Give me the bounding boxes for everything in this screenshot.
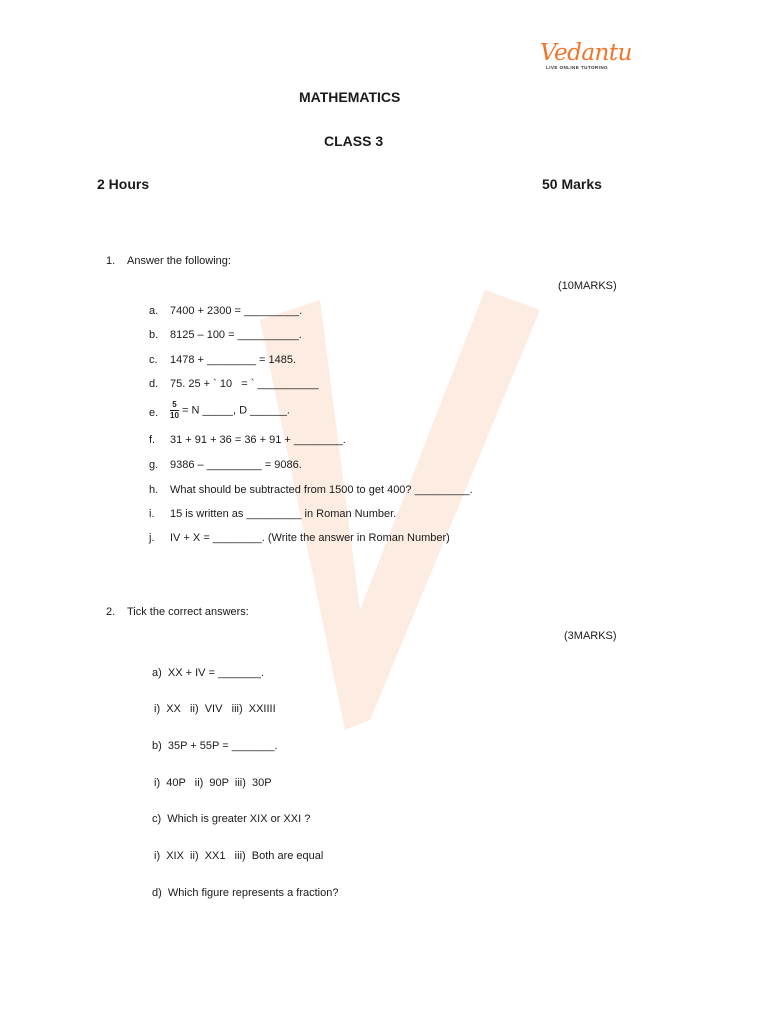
q1-item-e	[149, 400, 609, 424]
q2-number: 2.	[106, 606, 116, 618]
item-text: 8125 – 100 = __________.	[170, 329, 302, 341]
total-marks: 50 Marks	[542, 176, 602, 192]
item-text: 7400 + 2300 = _________.	[170, 305, 303, 317]
q2-options-c: i) XIX ii) XX1 iii) Both are equal	[154, 850, 324, 862]
q2-marks: (3MARKS)	[564, 630, 617, 642]
item-text: 15 is written as _________ in Roman Number.	[170, 508, 397, 520]
q1-item-i	[149, 508, 609, 522]
subject-title: MATHEMATICS	[299, 89, 401, 105]
item-label: d.	[149, 378, 159, 390]
item-label: a.	[149, 305, 159, 317]
logo-name: Vedantu	[540, 40, 632, 66]
q1-item-b	[149, 329, 609, 343]
item-label: i.	[149, 508, 155, 520]
q1-item-h	[149, 484, 609, 498]
q1-item-g	[149, 459, 609, 473]
q2-question-a: a) XX + IV = _______.	[152, 667, 264, 679]
q1-item-j	[149, 532, 609, 546]
logo-tagline: LIVE ONLINE TUTORING	[546, 65, 609, 70]
q1-item-c	[149, 354, 609, 368]
q1-item-f	[149, 434, 609, 448]
q1-marks: (10MARKS)	[558, 280, 617, 292]
item-label: h.	[149, 484, 159, 496]
item-fraction-expression	[170, 400, 290, 421]
fraction-denominator: 10	[170, 411, 179, 420]
fraction-numerator: 5	[170, 400, 179, 411]
q1-title: Answer the following:	[127, 255, 231, 267]
fraction	[170, 400, 179, 421]
item-text: What should be subtracted from 1500 to get 400? _________.	[170, 484, 473, 496]
q2-options-a: i) XX ii) VIV iii) XXIIII	[154, 703, 276, 715]
item-label: c.	[149, 354, 158, 366]
q2-question-c: c) Which is greater XIX or XXI ?	[152, 813, 311, 825]
item-text: 75. 25 + ` 10 = ` __________	[170, 378, 319, 390]
item-label: j.	[149, 532, 155, 544]
duration: 2 Hours	[97, 176, 150, 192]
item-label: g.	[149, 459, 159, 471]
q2-title: Tick the correct answers:	[127, 606, 249, 618]
item-text: IV + X = ________. (Write the answer in Roman Number)	[170, 532, 450, 544]
q2-question-b: b) 35P + 55P = _______.	[152, 740, 278, 752]
q2-options-b: i) 40P ii) 90P iii) 30P	[154, 777, 272, 789]
q2-question-d: d) Which figure represents a fraction?	[152, 887, 339, 899]
q1-number: 1.	[106, 255, 116, 267]
item-label: e.	[149, 407, 159, 419]
item-text: 1478 + ________ = 1485.	[170, 354, 297, 366]
q1-item-a	[149, 305, 609, 319]
item-label: b.	[149, 329, 159, 341]
item-label: f.	[149, 434, 156, 446]
item-text: 31 + 91 + 36 = 36 + 91 + ________.	[170, 434, 346, 446]
item-text: 9386 – _________ = 9086.	[170, 459, 302, 471]
q1-item-d	[149, 378, 609, 392]
vedantu-logo	[540, 40, 632, 74]
class-title: CLASS 3	[324, 133, 384, 149]
item-text: = N _____, D ______.	[178, 404, 290, 417]
